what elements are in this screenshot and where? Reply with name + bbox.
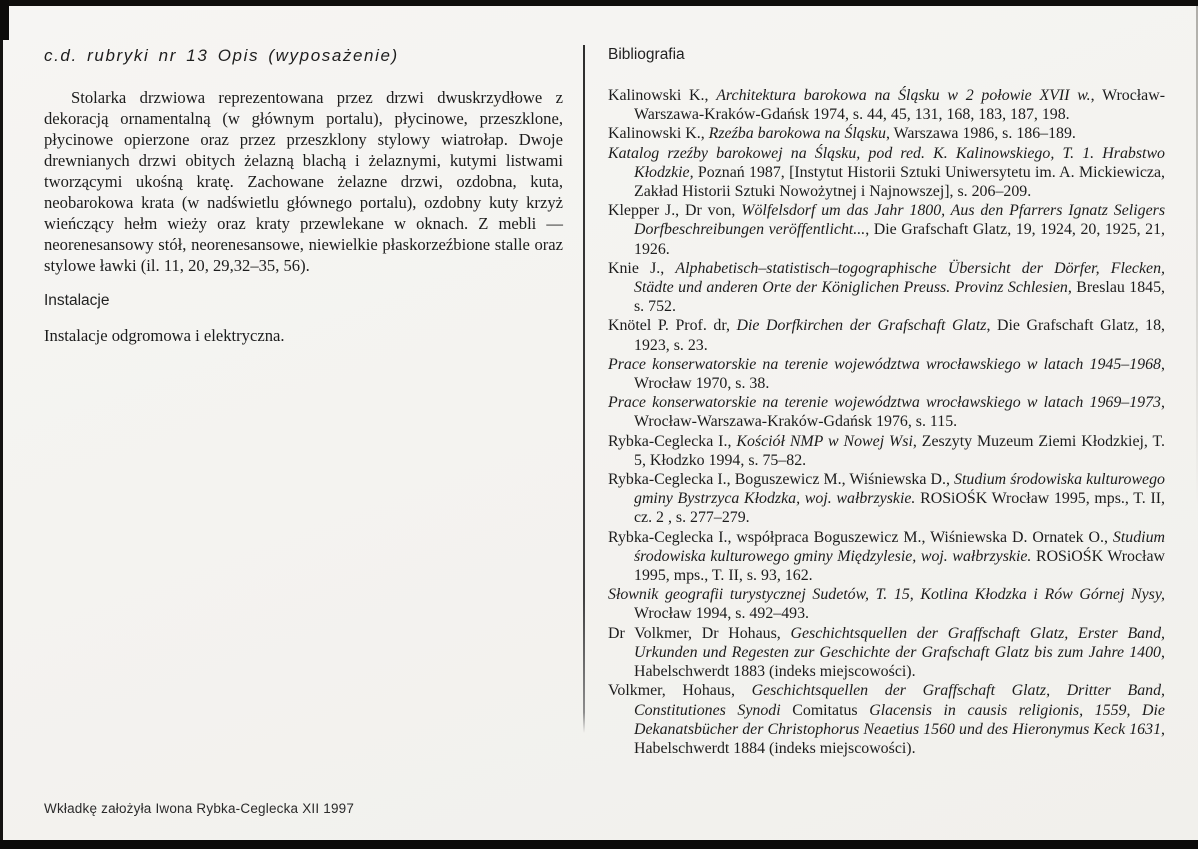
bibliography-text-segment: Rybka-Ceglecka I., Boguszewicz M., Wiśniewska D., [608, 471, 955, 489]
footer-note: Wkładkę założyła Iwona Rybka-Ceglecka XII 1997 [44, 801, 355, 816]
bibliography-text-segment: ROSiOŚK Wrocław 1995, mps., T. II, s. 93, 162. [634, 547, 1166, 585]
column-divider [583, 45, 585, 733]
bibliography-text-segment: , Wrocław 1970, s. 38. [634, 355, 1165, 393]
bibliography-title-segment: Geschichtsquellen der Graffschaft Glatz, Dritter Band, Constitutiones Synodi [634, 682, 1165, 719]
bibliography-entry [608, 144, 1165, 202]
bibliography-entry [608, 432, 1165, 470]
bibliography-text-segment: , Habelschwerdt 1884 (indeks miejscowości). [634, 720, 1165, 757]
left-column [44, 46, 563, 346]
scan-edge-top [0, 0, 1198, 6]
bibliography-title-segment: Słownik geografii turystycznej Sudetów, T. 15, Kotlina Kłodzka i Rów Górnej Nysy, [608, 586, 1165, 604]
bibliography-entry [608, 201, 1165, 259]
bibliography-entry [608, 681, 1165, 758]
rubric-heading: c.d. rubryki nr 13 Opis (wyposażenie) [44, 46, 399, 65]
bibliography-text-segment: , Wrocław-Warszawa-Kraków-Gdańsk 1974, s. 44, 45, 131, 168, 183, 187, 198. [634, 87, 1165, 124]
bibliography-text-segment: Kalinowski K., [608, 87, 717, 104]
description-paragraph: Stolarka drzwiowa reprezentowana przez drzwi dwuskrzydłowe z dekoracją ornamentalną (w głównym portalu), płycinowe, przeszklone, płycinowe opierzone oraz przez przeszklony stylowy wiatrołap. Dwoje drewnianych drzwi obitych żelazną blachą i żelaznymi, kutymi listwami tworzącymi ukośną kratę. Zachowane żelazne drzwi, ozdobna, kuta, neobarokowa krata (w nadświetlu głównego portalu), ozdobny kuty krzyż wieńczący hełm wieży oraz kraty przewlekane w oknach. Z mebli — neorenesansowy stół, neorenesansowe, niewielkie płaskorzeźbione stalle oraz stylowe ławki (il. 11, 20, 29,32–35, 56). [44, 88, 563, 275]
installations-heading: Instalacje [44, 292, 110, 309]
bibliography-text-segment: Knie J., [608, 259, 676, 277]
bibliography-title-segment: Studium środowiska kulturowego gminy Międzylesie, woj. wałbrzyskie. [634, 528, 1165, 565]
bibliography-entry [608, 470, 1165, 528]
bibliography-entry [608, 528, 1165, 586]
bibliography-text-segment: , Die Grafschaft Glatz, 19, 1924, 20, 1925, 21, 1926. [634, 221, 1166, 258]
bibliography-text-segment: , Zeszyty Muzeum Ziemi Kłodzkiej, T. 5, Kłodzko 1994, s. 75–82. [634, 432, 1166, 469]
bibliography-entry [608, 624, 1165, 682]
bibliography-text-segment: , Habelschwerdt 1883 (indeks miejscowości). [634, 643, 1165, 681]
bibliography-title-segment: Alphabetisch–statistisch–togographische Übersicht der Dörfer, Flecken, Städte und anderen Orte der Königlichen Preuss. Provinz Schlesien [634, 259, 1165, 297]
bibliography-title-segment: Glacensis in causis religionis, 1559, Die Dekanatsbücher der Christophorus Neaetius 1560 und des Hieronymus Keck 1631 [634, 701, 1165, 738]
bibliography-text-segment: Comitatus [792, 701, 870, 719]
bibliography-text-segment: , Die Grafschaft Glatz, 18, 1923, s. 23. [634, 317, 1165, 354]
bibliography-entry [608, 393, 1165, 431]
bibliography-text-segment: Volkmer, Hohaus, [608, 682, 752, 700]
bibliography-heading: Bibliografia [608, 46, 685, 63]
bibliography-text-segment: Poznań 1987, [Instytut Historii Sztuki Uniwersytetu im. A. Mickiewicza, Zakład Historii Sztuki Nowożytnej i Najnowszej], s. 206–209. [634, 163, 1165, 201]
installations-paragraph: Instalacje odgromowa i elektryczna. [44, 326, 285, 345]
bibliography-column [608, 46, 1165, 758]
bibliography-text-segment: Wrocław 1994, s. 492–493. [634, 605, 810, 623]
bibliography-text-segment: , Breslau 1845, s. 752. [634, 279, 1166, 316]
bibliography-title-segment: Kościół NMP w Nowej Wsi [736, 432, 913, 450]
bibliography-entry [608, 585, 1165, 623]
bibliography-title-segment: Wölfelsdorf um das Jahr 1800, Aus den Pfarrers Ignatz Seligers Dorfbeschreibungen veröffentlicht... [634, 202, 1166, 239]
bibliography-list [608, 86, 1165, 758]
bibliography-title-segment: Katalog rzeźby barokowej na Śląsku, pod red. K. Kalinowskiego, T. 1. Hrabstwo Kłodzkie, [608, 144, 1165, 181]
bibliography-entry [608, 86, 1165, 124]
bibliography-text-segment: Rybka-Ceglecka I., [608, 432, 737, 450]
scan-edge-left [0, 0, 3, 849]
bibliography-text-segment: Dr Volkmer, Dr Hohaus, [608, 624, 791, 642]
scan-edge-bottom [0, 840, 1198, 849]
bibliography-title-segment: Rzeźba barokowa na Śląsku [708, 125, 886, 143]
bibliography-entry [608, 124, 1165, 143]
scan-edge-corner [0, 0, 9, 40]
bibliography-text-segment: Knötel P. Prof. dr, [608, 317, 737, 335]
bibliography-text-segment: Kalinowski K., [608, 125, 709, 143]
bibliography-title-segment: Prace konserwatorskie na terenie województwa wrocławskiego w latach 1945–1968 [608, 355, 1162, 373]
bibliography-entry [608, 355, 1165, 393]
bibliography-text-segment: , Wrocław-Warszawa-Kraków-Gdańsk 1976, s. 115. [634, 394, 1165, 431]
bibliography-title-segment: Prace konserwatorskie na terenie województwa wrocławskiego w latach 1969–1973 [608, 394, 1162, 412]
bibliography-title-segment: Geschichtsquellen der Graffschaft Glatz, Erster Band, Urkunden und Regesten zur Geschichte der Grafschaft Glatz bis zum Jahre 1400 [634, 624, 1165, 661]
bibliography-entry [608, 316, 1165, 354]
bibliography-text-segment: ROSiOŚK Wrocław 1995, mps., T. II, cz. 2 , s. 277–279. [634, 490, 1166, 527]
bibliography-title-segment: Studium środowiska kulturowego gminy Bystrzyca Kłodzka, woj. wałbrzyskie. [634, 471, 1165, 508]
bibliography-entry [608, 259, 1165, 317]
bibliography-title-segment: Architektura barokowa na Śląsku w 2 połowie XVII w. [716, 87, 1091, 104]
bibliography-text-segment: , Warszawa 1986, s. 186–189. [885, 125, 1076, 143]
bibliography-text-segment: Rybka-Ceglecka I., współpraca Boguszewicz M., Wiśniewska D. Ornatek O., [608, 528, 1113, 546]
bibliography-text-segment: Klepper J., Dr von, [608, 202, 742, 220]
bibliography-title-segment: Die Dorfkirchen der Grafschaft Glatz [736, 317, 987, 335]
